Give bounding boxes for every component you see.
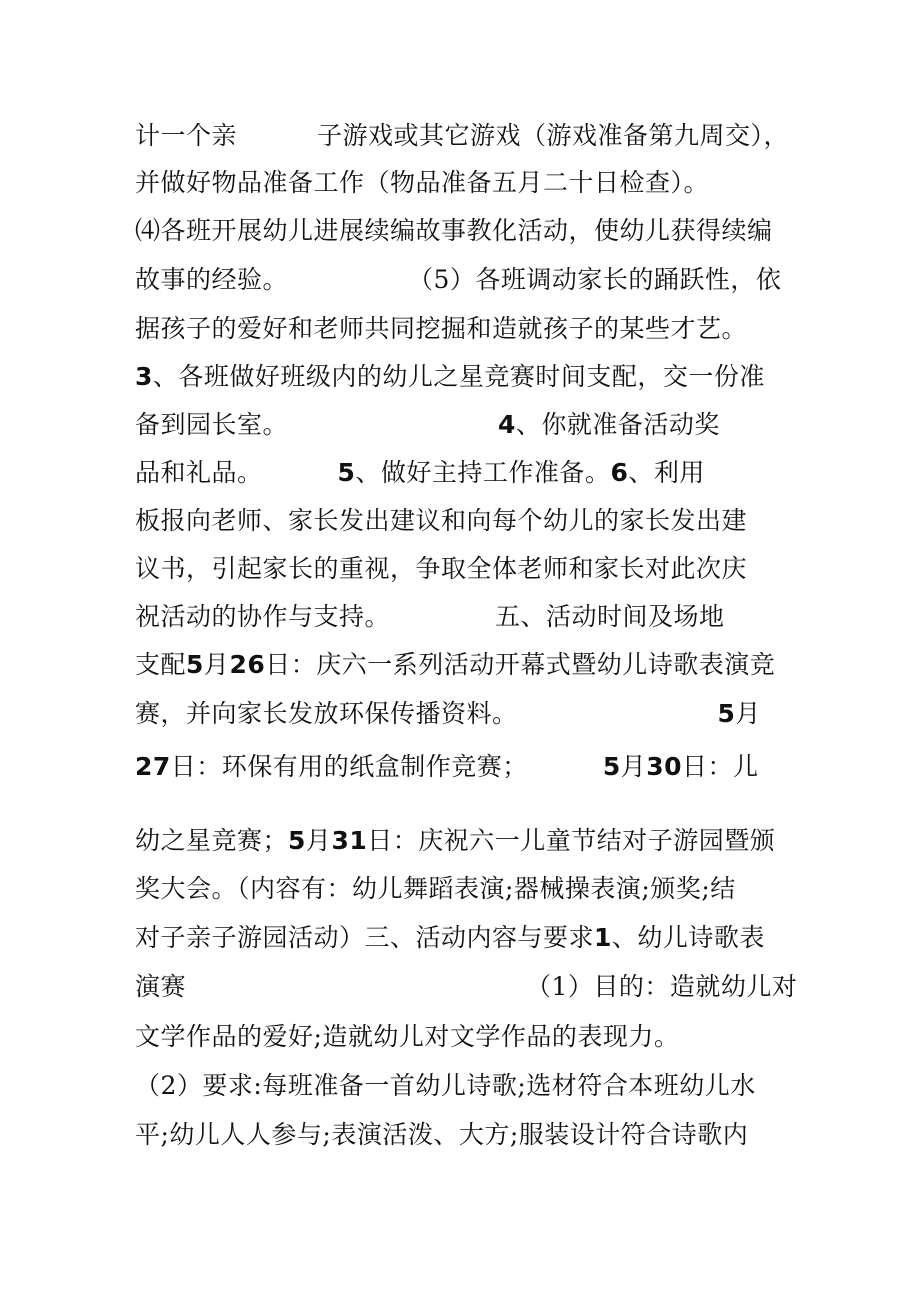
text-line	[135, 696, 761, 732]
text-segment: 日：庆六一系列活动开幕式暨幼儿诗歌表演竞	[265, 650, 776, 679]
text-line	[135, 118, 789, 154]
text-segment: 5	[717, 699, 736, 728]
text-segment: 日：庆祝六一儿童节结对子游园暨颁	[367, 826, 776, 855]
text-segment: （1）目的：造就幼儿对	[526, 972, 798, 1001]
text-segment: 30	[646, 752, 683, 781]
text-line	[135, 599, 725, 635]
text-segment: 演赛	[135, 972, 187, 1001]
text-segment: 备到园长室。	[135, 410, 289, 439]
text-segment: 奖大会。（内容有：幼儿舞蹈表演;器械操表演;颁奖;结	[135, 874, 736, 903]
text-segment: 支配	[135, 650, 187, 679]
text-line	[135, 749, 759, 785]
text-line	[135, 551, 747, 587]
text-line	[135, 647, 775, 683]
text-segment: 赛，并向家长发放环保传播资料。	[135, 699, 518, 728]
text-segment: 板报向老师、家长发出建议和向每个幼儿的家长发出建	[135, 506, 748, 535]
text-segment: 日：儿	[682, 752, 759, 781]
text-segment: 26	[229, 650, 266, 679]
text-segment: 月	[620, 752, 647, 781]
text-line	[135, 871, 736, 907]
text-segment: 5	[602, 752, 621, 781]
text-line	[135, 455, 705, 491]
text-line	[135, 311, 747, 347]
text-segment: 6	[610, 458, 629, 487]
text-line	[135, 262, 781, 298]
text-segment: 5	[288, 826, 306, 855]
text-segment: ⑷各班开展幼儿进展续编故事教化活动，使幼儿获得续编	[135, 216, 773, 245]
text-line	[135, 165, 709, 201]
text-segment: 月	[203, 650, 230, 679]
text-line	[135, 823, 775, 859]
text-segment: 4	[498, 410, 516, 439]
text-segment: 日：环保有用的纸盒制作竞赛；	[170, 752, 528, 781]
text-line	[135, 969, 797, 1005]
text-segment: 五、活动时间及场地	[495, 602, 725, 631]
text-segment: 5	[186, 650, 204, 679]
text-line	[135, 503, 747, 539]
text-segment: 据孩子的爱好和老师共同挖掘和造就孩子的某些才艺。	[135, 314, 748, 343]
text-segment: 、各班做好班级内的幼儿之星竞赛时间支配，交一份准	[152, 362, 765, 391]
text-segment: 5	[337, 458, 356, 487]
text-line	[135, 1117, 748, 1153]
text-line	[135, 407, 720, 443]
text-segment: 、利用	[628, 458, 705, 487]
text-segment: 文学作品的爱好;造就幼儿对文学作品的表现力。	[135, 1022, 680, 1051]
text-segment: 1	[594, 923, 612, 952]
text-segment: 祝活动的协作与支持。	[135, 602, 391, 631]
text-segment: 3	[135, 362, 153, 391]
text-segment: 子游戏或其它游戏（游戏准备第九周交），	[317, 121, 790, 150]
text-segment: 月	[735, 699, 761, 728]
text-line	[135, 920, 765, 956]
text-segment: 、做好主持工作准备。	[355, 458, 611, 487]
text-segment: 对子亲子游园活动）三、活动内容与要求	[135, 923, 595, 952]
text-segment: 月	[305, 826, 332, 855]
text-line	[135, 359, 765, 395]
text-line	[135, 213, 773, 249]
text-segment: 品和礼品。	[135, 458, 263, 487]
text-segment: 并做好物品准备工作（物品准备五月二十日检查）。	[135, 168, 710, 197]
text-segment: 议书，引起家长的重视，争取全体老师和家长对此次庆	[135, 554, 748, 583]
text-segment: 幼之星竞赛；	[135, 826, 289, 855]
text-segment: 计一个亲	[135, 121, 238, 150]
text-segment: 27	[135, 752, 171, 781]
text-segment: 故事的经验。	[135, 265, 289, 294]
text-segment: 、幼儿诗歌表	[611, 923, 765, 952]
text-segment: 、你就准备活动奖	[515, 410, 720, 439]
text-segment: 平;幼儿人人参与;表演活泼、大方;服装设计符合诗歌内	[135, 1120, 749, 1149]
text-line	[135, 1019, 679, 1055]
text-segment: 31	[331, 826, 368, 855]
text-segment: （5）各班调动家长的踊跃性，依	[408, 265, 782, 294]
text-segment: （2）要求:每班准备一首幼儿诗歌;选材符合本班幼儿水	[135, 1071, 756, 1100]
text-line	[135, 1068, 756, 1104]
